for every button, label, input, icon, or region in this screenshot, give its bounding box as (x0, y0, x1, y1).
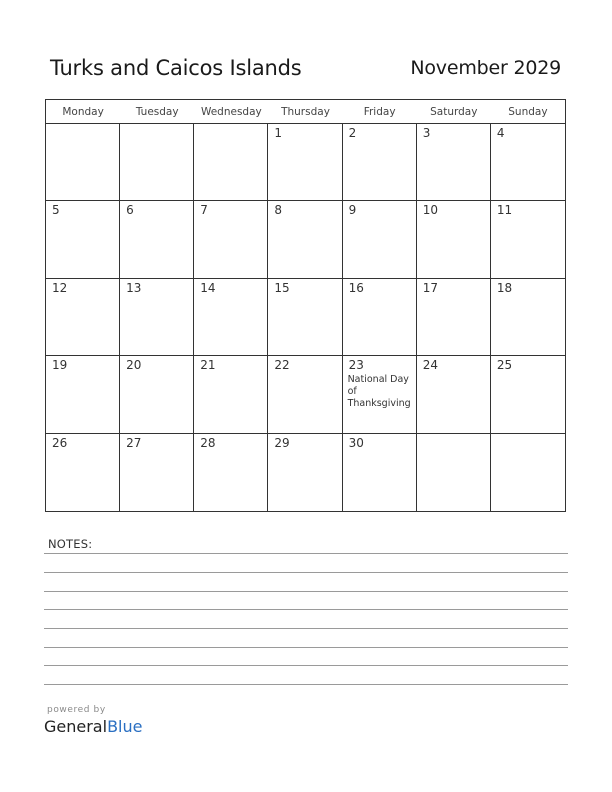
day-cell (120, 124, 194, 201)
day-cell (194, 124, 268, 201)
day-cell (194, 201, 268, 278)
day-cell (120, 279, 194, 356)
logo-blue-text: Blue (107, 717, 143, 736)
day-cell (343, 279, 417, 356)
day-cell (491, 124, 565, 201)
weekday-saturday: Saturday (430, 106, 478, 118)
day-cell (491, 356, 565, 433)
logo-general-text: General (44, 717, 108, 736)
powered-by-text: powered by (47, 705, 106, 715)
note-line (44, 628, 568, 629)
calendar-month-title: November 2029 (410, 57, 561, 79)
note-line (44, 665, 568, 666)
day-cell (194, 434, 268, 511)
day-number: 2 (348, 126, 357, 140)
day-number: 8 (274, 203, 283, 218)
day-cell (268, 124, 342, 201)
day-cell (491, 279, 565, 356)
day-number: 3 (422, 126, 431, 140)
day-cell (491, 434, 565, 511)
day-cell (343, 356, 417, 433)
day-cell (491, 201, 565, 278)
note-line (44, 572, 568, 573)
generalblue-logo (44, 717, 142, 736)
day-number: 17 (422, 280, 438, 295)
day-number: 21 (200, 358, 216, 373)
note-line (44, 684, 568, 685)
day-number: 1 (274, 126, 283, 140)
weekday-friday: Friday (363, 106, 396, 118)
day-number: 16 (348, 280, 364, 295)
day-number: 15 (274, 280, 290, 295)
day-number: 12 (52, 280, 68, 295)
day-number: 20 (126, 358, 142, 373)
day-number: 27 (126, 435, 142, 450)
day-cell (417, 124, 491, 201)
day-number: 9 (348, 203, 357, 218)
day-cell (120, 201, 194, 278)
day-number: 5 (52, 203, 60, 218)
day-number: 24 (422, 358, 438, 373)
day-number: 29 (274, 435, 290, 450)
day-number: 22 (274, 358, 290, 373)
weekday-monday: Monday (62, 106, 104, 118)
calendar-country-title: Turks and Caicos Islands (50, 56, 302, 80)
note-line (44, 553, 568, 554)
day-cell (194, 279, 268, 356)
day-number: 25 (496, 358, 513, 373)
day-cell (46, 356, 120, 433)
day-cell (46, 279, 120, 356)
calendar-days (46, 124, 565, 511)
day-number: 6 (126, 203, 134, 218)
day-cell (268, 356, 342, 433)
day-number: 4 (496, 126, 505, 140)
note-line (44, 609, 568, 610)
day-cell (46, 124, 120, 201)
weekday-tuesday: Tuesday (135, 106, 179, 118)
day-number: 7 (200, 203, 208, 218)
notes-label: NOTES: (48, 537, 93, 551)
day-number: 28 (200, 435, 216, 450)
note-line (44, 647, 568, 648)
weekday-thursday: Thursday (281, 106, 330, 118)
day-number: 30 (348, 435, 364, 450)
day-number: 14 (200, 280, 216, 295)
weekday-header-row (46, 100, 565, 124)
day-number: 18 (496, 280, 513, 295)
day-cell (417, 201, 491, 278)
weekday-sunday: Sunday (508, 106, 548, 118)
day-cell (417, 434, 491, 511)
day-number: 26 (52, 435, 68, 450)
day-cell (417, 356, 491, 433)
day-cell (46, 434, 120, 511)
day-cell (268, 201, 342, 278)
day-cell (46, 201, 120, 278)
day-cell (194, 356, 268, 433)
day-number: 19 (52, 358, 68, 373)
day-cell (268, 434, 342, 511)
weekday-wednesday: Wednesday (200, 106, 262, 118)
day-cell (343, 434, 417, 511)
day-cell (120, 434, 194, 511)
day-cell (268, 279, 342, 356)
calendar-grid (45, 99, 566, 512)
day-cell (120, 356, 194, 433)
holiday-event: National Day of Thanksgiving (347, 374, 411, 410)
day-number: 10 (422, 203, 438, 218)
day-cell (343, 124, 417, 201)
day-cell (417, 279, 491, 356)
note-line (44, 591, 568, 592)
day-number: 13 (126, 280, 142, 295)
day-number: 23 (348, 358, 364, 373)
day-cell (343, 201, 417, 278)
day-number: 11 (496, 203, 513, 218)
